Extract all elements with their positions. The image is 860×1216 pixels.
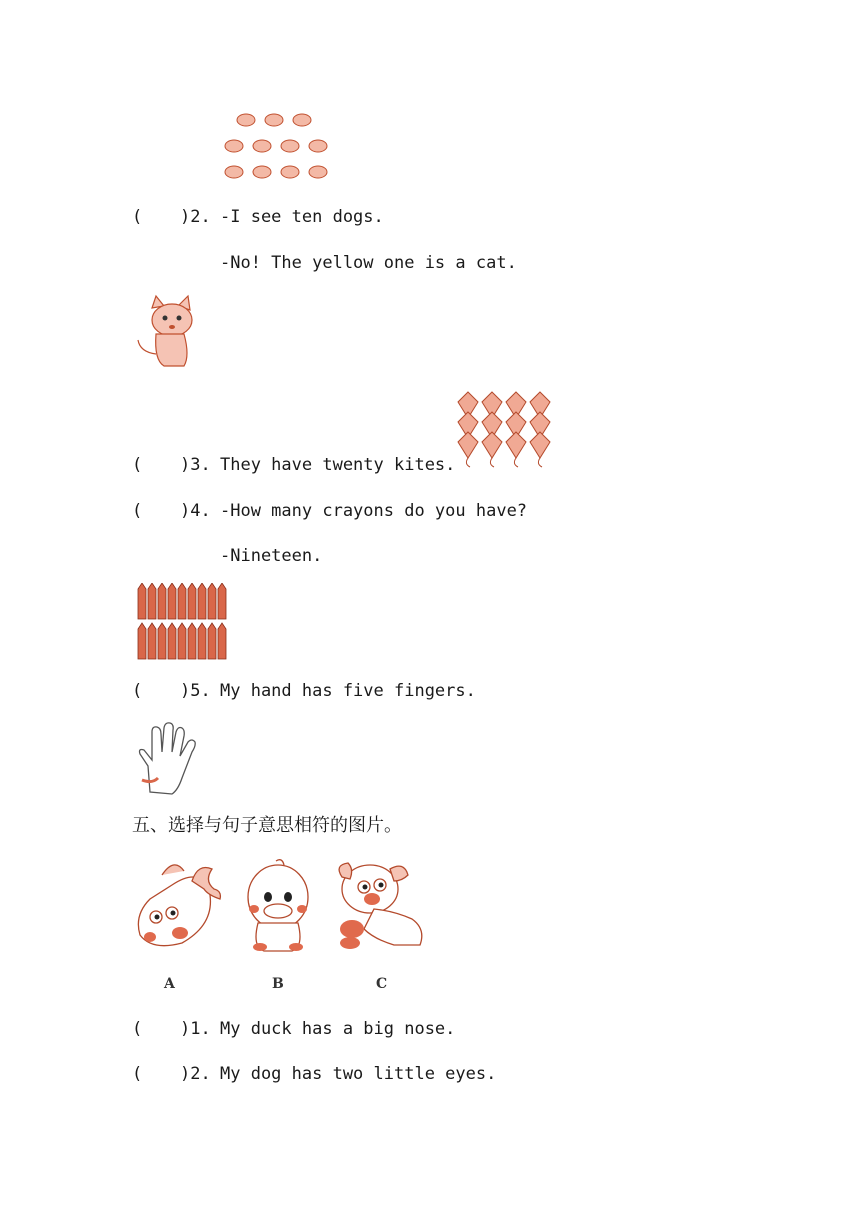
crayons-icon (136, 583, 234, 661)
dog-icon (334, 855, 430, 955)
birds-icon (220, 108, 336, 186)
option-letter: B (272, 976, 284, 992)
question-text: -No! The yellow one is a cat. (220, 253, 517, 273)
question-text: They have twenty kites. (220, 455, 456, 475)
question-number: )5. (180, 681, 211, 701)
answer-paren: ( (132, 1064, 143, 1084)
hand-icon (134, 722, 204, 798)
question-number: )4. (180, 501, 211, 521)
question-number: )3. (180, 455, 211, 475)
answer-paren: ( (132, 207, 143, 227)
option-letter: A (164, 976, 175, 992)
answer-paren: ( (132, 501, 143, 521)
answer-paren: ( (132, 1019, 143, 1039)
question-number: )1. (180, 1019, 211, 1039)
question-number: )2. (180, 207, 211, 227)
answer-paren: ( (132, 681, 143, 701)
section-heading: 五、选择与句子意思相符的图片。 (132, 815, 402, 836)
question-text: My dog has two little eyes. (220, 1064, 497, 1084)
question-text: -Nineteen. (220, 546, 323, 566)
question-text: -How many crayons do you have? (220, 501, 528, 521)
answer-paren: ( (132, 455, 143, 475)
question-text: My duck has a big nose. (220, 1019, 456, 1039)
duck-icon (238, 857, 318, 957)
question-text: -I see ten dogs. (220, 207, 384, 227)
question-text: My hand has five fingers. (220, 681, 476, 701)
cat-icon (134, 294, 204, 370)
kites-icon (456, 388, 556, 468)
option-letter: C (376, 976, 388, 992)
question-number: )2. (180, 1064, 211, 1084)
fish-icon (132, 855, 224, 955)
